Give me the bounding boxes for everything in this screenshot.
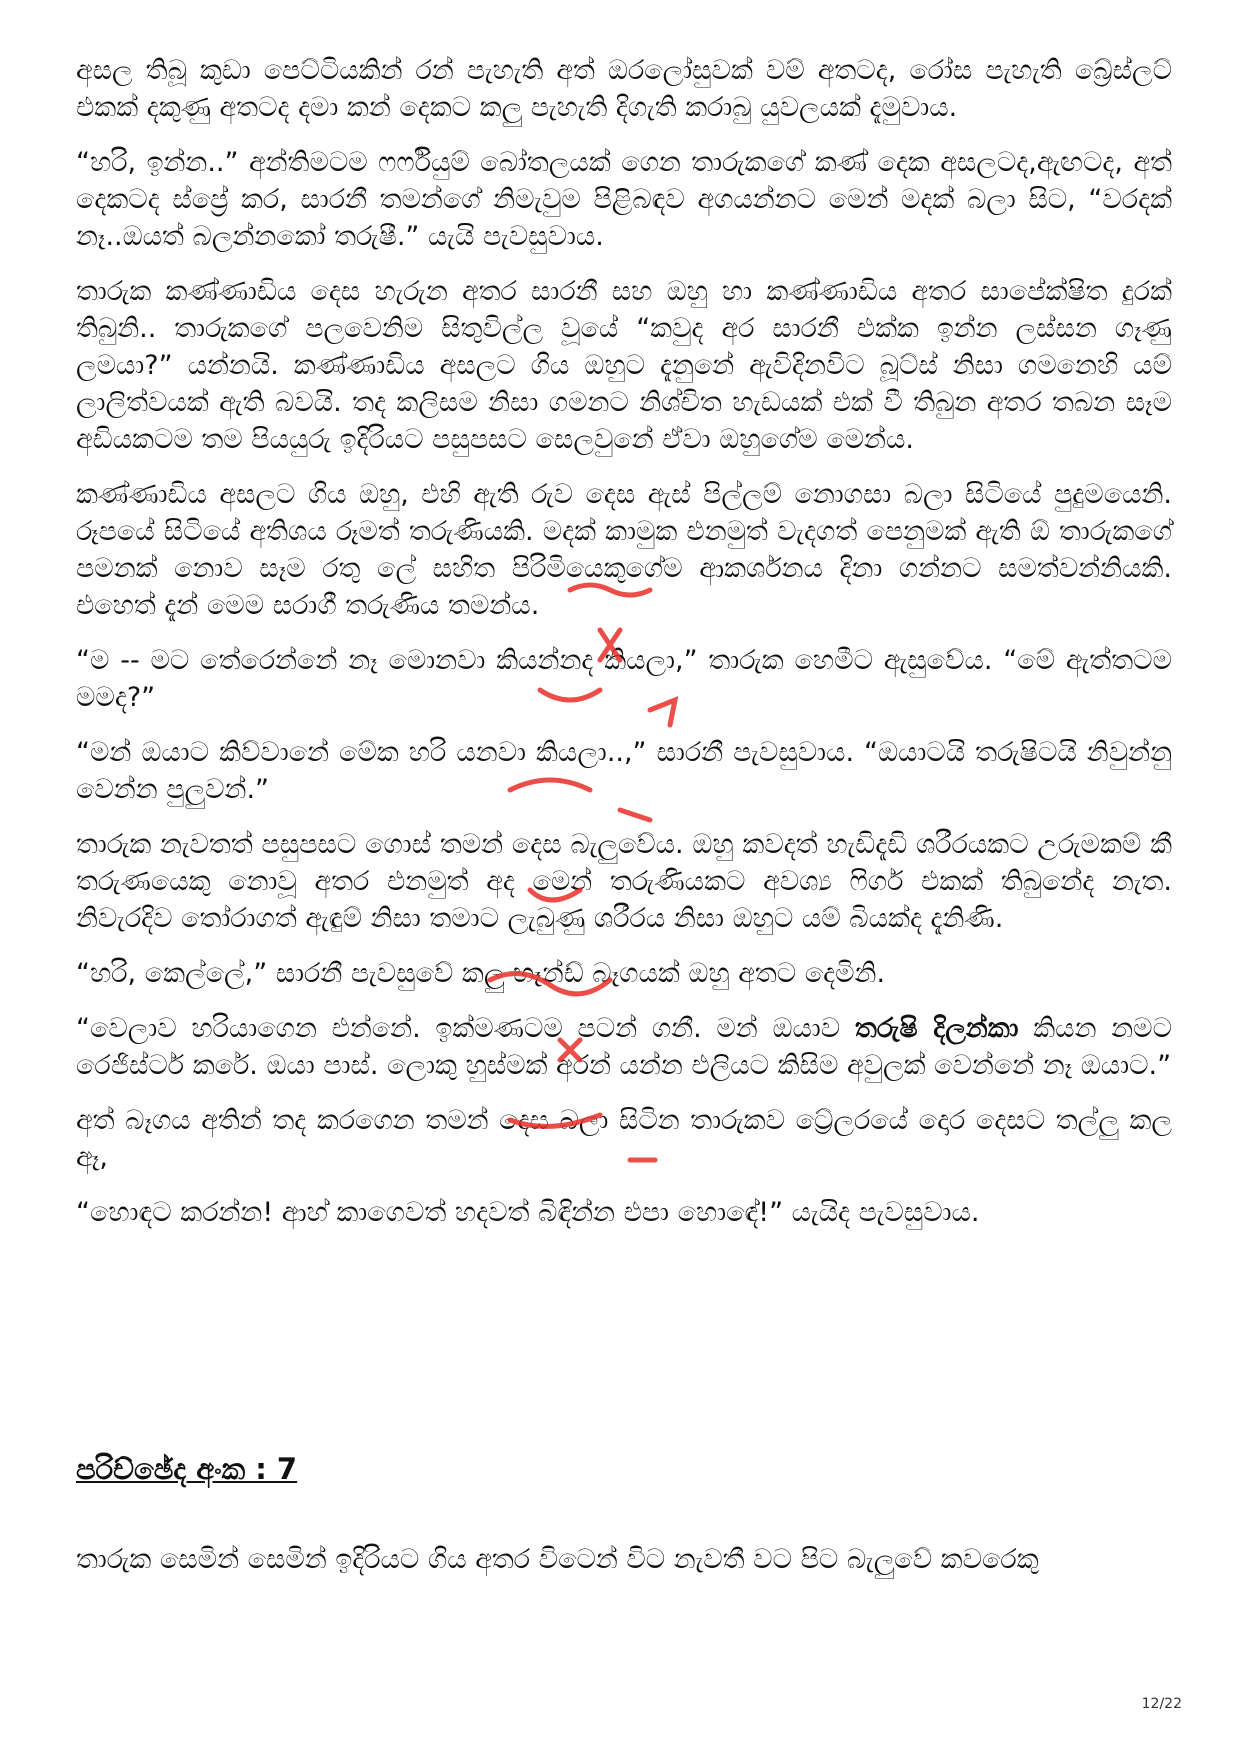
page-number: 12/22 [1141, 1696, 1182, 1712]
chapter-heading: පරිච්ඡේද අංක : 7 [76, 1452, 298, 1486]
paragraph-last: තාරුක සෙමින් සෙමින් ඉදිරියට ගිය අතර විටෙන් විට නැවතී වට පිට බැලුවේ කවරෙකු [76, 1544, 1039, 1575]
paragraph-10: අත් බෑගය අතින් තද කරගෙන තමන් දෙස බලා සිටින තාරුකව ට්‍රේලරයේ දොර දෙසට තල්ලු කල ඈ, [76, 1105, 1172, 1173]
paragraph-9 [76, 1010, 1172, 1084]
paragraph-8: “හරි, කෙල්ලේ,” සාරනී පැවසුවේ කලු හෑන්ඩ් බෑගයක් ඔහු අතට දෙමිනි. [76, 958, 886, 989]
section-gap [76, 1249, 1172, 1449]
paragraph-2: “හරි, ඉන්න..” අන්තිමටම ෆර්ෆියුම් බෝතලයක් ගෙන තාරුකගේ කණ් දෙක අසලටද,ඇඟටද, අත් දෙකටද ස්ප්‍රේ කර, සාරනී තමන්ගේ නිමැවුම පිළිබඳව අගයන්නට මෙන් මදක් බලා සිට, “වරදක් නෑ..ඔයත් බලන්නකෝ තරුෂී.” යැයි පැවසුවාය. [76, 147, 1172, 252]
paragraph-3: තාරුක කණ්ණාඩිය දෙස හැරුන අතර සාරනී සහ ඔහු හා කණ්ණාඩිය අතර සාපේක්ෂිත දුරක් තිබුනි.. තාරුකගේ පලවෙනිම සිතුවිල්ල වූයේ “කවුද අර සාරනී එක්ක ඉන්න ලස්සන ගෑණු ලමයා?” යන්නයි. කණ්ණාඩිය අසලට ගිය ඔහුට දැනුනේ ඇවිදිනවිට බූට්ස් නිසා ගමනෙහි යම් ලාලිත්වයක් ඇති බවයි. තද කලිසම නිසා ගමනට නිශ්චිත හැඩයක් එක් වී තිබුන අතර තබන සෑම අඩියකටම තම පියයුරු ඉදිරියට පසුපසට සෙලවුනේ ඒවා ඔහුගේම මෙන්ය. [76, 276, 1172, 455]
paragraph-7: තාරුක නැවතත් පසුපසට ගොස් තමන් දෙස බැලුවේය. ඔහු කවදත් හැඩිදැඩි ශරීරයකට උරුමකම් කී තරුණයෙකු නොවූ අතර එනමුත් අද මෙන් තරුණියකට අවශ්‍ය ෆිගර් එකක් තිබුනේද නැත. නිවැරදිව තෝරාගත් ඇඳුම් නිසා තමාට ලැබුණු ශරීරය නිසා ඔහුට යම් බියක්ද දැනිණි. [76, 829, 1172, 934]
paragraph-1: අසල තිබූ කුඩා පෙට්ටියකින් රන් පැහැති අත් ඔරලෝසුවක් වම් අතටද, රෝස පැහැති බ්‍රේස්ලට් එකක් දකුණු අතටද දමා කන් දෙකට කලු පැහැති දිගැති කරාබු යුවලයක් දැමුවාය. [76, 55, 1172, 123]
highlighted-name: තරුෂි දිලන්කා [854, 1013, 1019, 1044]
paragraph-4: කණ්ණාඩිය අසලට ගිය ඔහු, එහි ඇති රුව දෙස ඇස් පිල්ලම් නොගසා බලා සිටියේ පුදුමයෙනි. රූපයේ සිටියේ අතිශය රූමත් තරුණියකි. මදක් කාමුක එනමුත් වැදගත් පෙනුමක් ඇති ඕ තාරුකගේ පමනක් නොව සෑම රතු ලේ සහිත පිරිමියෙකුගේම ආකර්ශනය දිනා ගන්නට සමත්වන්නියකි. එහෙත් දැන් මෙම සරාගී තරුණිය තමන්ය. [76, 479, 1172, 621]
paragraph-5: “ම -- මට තේරෙන්නේ නෑ මොනවා කියන්නද කියලා,” තාරුක හෙමීට ඇසුවේය. “මේ ඇත්තටම මමද?” [76, 645, 1172, 713]
paragraph-6: “මන් ඔයාට කිව්වානේ මේක හරි යනවා කියලා..,” සාරනී පැවසුවාය. “ඔයාටයි තරුෂිටයි නිවුන්නු වෙන්න පුලුවන්.” [76, 737, 1172, 805]
paragraph-11: “හොඳට කරන්න! ආහ් කාගෙවත් හදවත් බිඳින්න එපා හොඳේ!” යැයිද පැවසුවාය. [76, 1197, 980, 1228]
paragraph-9-text-after: කියන නමට රෙජිස්ටර් කරේ. ඔයා පාස්. ලොකු හුස්මක් අරන් යන්න එලියට කිසිම අවුලක් වෙන්නේ නෑ ඔයාට.” [76, 1013, 1172, 1081]
paragraph-9-text-before: “වෙලාව හරියාගෙන එන්නේ. ඉක්මණටම පටන් ගනී. මන් ඔයාව [76, 1013, 855, 1044]
document-page [76, 52, 1172, 1596]
